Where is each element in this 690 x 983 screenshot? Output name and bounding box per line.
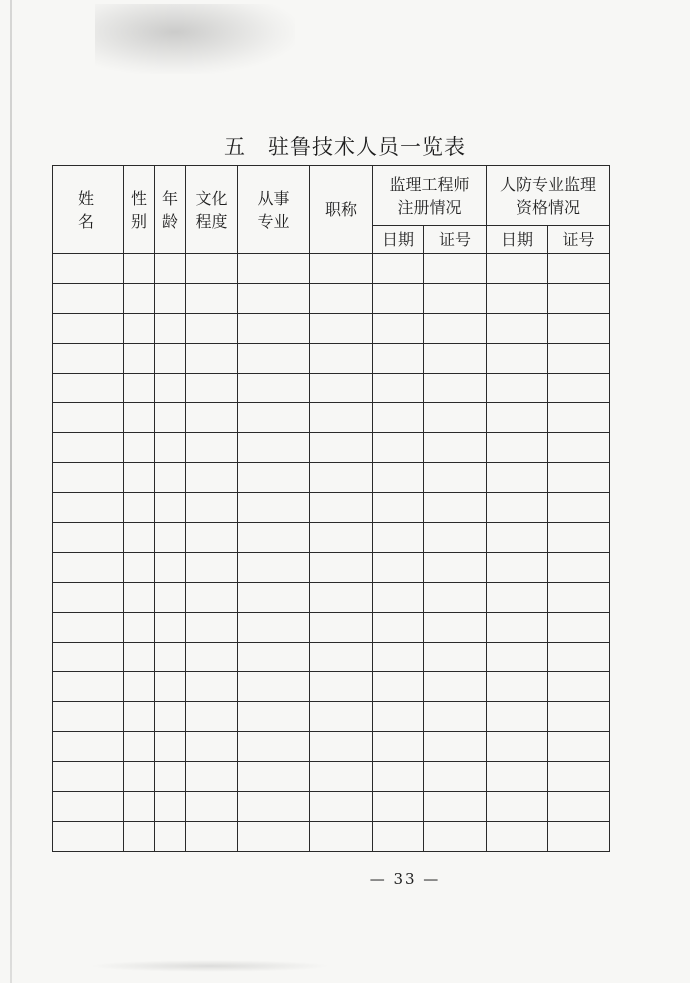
header-engineer-date: 日期 (373, 226, 424, 254)
table-cell (186, 433, 238, 463)
table-cell (186, 523, 238, 553)
header-title: 职称 (310, 166, 373, 254)
table-cell (155, 642, 186, 672)
table-cell (53, 283, 124, 313)
table-cell (373, 463, 424, 493)
table-cell (310, 283, 373, 313)
table-cell (155, 672, 186, 702)
table-cell (373, 702, 424, 732)
table-cell (124, 403, 155, 433)
table-cell (310, 762, 373, 792)
table-cell (310, 821, 373, 851)
table-cell (373, 403, 424, 433)
table-cell (124, 642, 155, 672)
table-cell (124, 373, 155, 403)
table-cell (310, 612, 373, 642)
table-cell (155, 821, 186, 851)
table-cell (487, 254, 548, 284)
header-civil-defense-qualification: 人防专业监理 资格情况 (487, 166, 610, 226)
table-cell (124, 582, 155, 612)
table-cell (238, 582, 310, 612)
table-cell (487, 373, 548, 403)
table-cell (124, 463, 155, 493)
table-cell (310, 313, 373, 343)
table-cell (487, 821, 548, 851)
table-cell (238, 463, 310, 493)
table-cell (53, 343, 124, 373)
table-cell (238, 702, 310, 732)
table-cell (124, 821, 155, 851)
table-cell (424, 523, 487, 553)
table-cell (424, 403, 487, 433)
header-name: 姓 名 (53, 166, 124, 254)
table-row (53, 821, 610, 851)
scan-smudge (95, 4, 295, 74)
table-cell (487, 642, 548, 672)
table-cell (155, 523, 186, 553)
header-civil-date: 日期 (487, 226, 548, 254)
table-cell (238, 433, 310, 463)
table-row (53, 582, 610, 612)
table-cell (310, 732, 373, 762)
table-cell (373, 732, 424, 762)
table-cell (548, 732, 610, 762)
table-row (53, 433, 610, 463)
table-cell (310, 373, 373, 403)
table-cell (424, 343, 487, 373)
table-cell (238, 642, 310, 672)
table-cell (373, 313, 424, 343)
table-cell (186, 672, 238, 702)
table-cell (373, 672, 424, 702)
table-cell (186, 582, 238, 612)
table-cell (53, 732, 124, 762)
table-row (53, 523, 610, 553)
table-cell (155, 433, 186, 463)
table-cell (124, 283, 155, 313)
table-cell (124, 433, 155, 463)
table-cell (424, 283, 487, 313)
table-cell (373, 642, 424, 672)
table-cell (310, 582, 373, 612)
table-cell (487, 552, 548, 582)
table-cell (124, 493, 155, 523)
table-row (53, 343, 610, 373)
table-cell (124, 552, 155, 582)
table-cell (373, 523, 424, 553)
table-cell (186, 762, 238, 792)
table-cell (487, 433, 548, 463)
table-cell (548, 762, 610, 792)
table-cell (186, 283, 238, 313)
table-cell (424, 702, 487, 732)
table-cell (487, 762, 548, 792)
table-cell (548, 552, 610, 582)
table-cell (424, 612, 487, 642)
table-row (53, 672, 610, 702)
table-cell (373, 493, 424, 523)
table-cell (548, 642, 610, 672)
table-cell (238, 732, 310, 762)
table-cell (238, 403, 310, 433)
table-cell (186, 702, 238, 732)
header-education: 文化 程度 (186, 166, 238, 254)
table-cell (53, 403, 124, 433)
table-cell (310, 343, 373, 373)
table-cell (310, 254, 373, 284)
table-cell (238, 254, 310, 284)
header-engineer-cert-no: 证号 (424, 226, 487, 254)
page-number: — 33 — (369, 870, 441, 888)
table-cell (548, 582, 610, 612)
table-cell (155, 493, 186, 523)
table-cell (53, 821, 124, 851)
table-row (53, 403, 610, 433)
table-cell (53, 702, 124, 732)
table-cell (548, 493, 610, 523)
table-cell (424, 792, 487, 822)
table-cell (186, 343, 238, 373)
table-cell (373, 254, 424, 284)
table-cell (155, 463, 186, 493)
table-cell (124, 254, 155, 284)
table-cell (53, 373, 124, 403)
table-cell (310, 672, 373, 702)
table-cell (487, 792, 548, 822)
table-cell (186, 612, 238, 642)
table-cell (53, 552, 124, 582)
table-cell (373, 373, 424, 403)
header-gender: 性 别 (124, 166, 155, 254)
table-cell (424, 821, 487, 851)
table-cell (53, 523, 124, 553)
table-cell (548, 313, 610, 343)
table-cell (310, 493, 373, 523)
section-title: 驻鲁技术人员一览表 (268, 135, 466, 159)
table-cell (548, 821, 610, 851)
table-cell (373, 582, 424, 612)
table-cell (548, 612, 610, 642)
table-cell (487, 732, 548, 762)
table-cell (53, 493, 124, 523)
table-cell (238, 612, 310, 642)
table-cell (548, 463, 610, 493)
table-cell (424, 493, 487, 523)
table-cell (487, 672, 548, 702)
table-cell (155, 582, 186, 612)
table-cell (310, 702, 373, 732)
table-cell (310, 523, 373, 553)
table-cell (186, 552, 238, 582)
table-cell (373, 612, 424, 642)
table-cell (487, 403, 548, 433)
table-cell (155, 552, 186, 582)
table-cell (155, 254, 186, 284)
table-row (53, 552, 610, 582)
table-cell (424, 313, 487, 343)
table-cell (424, 582, 487, 612)
table-cell (548, 702, 610, 732)
table-cell (186, 254, 238, 284)
table-cell (238, 762, 310, 792)
table-cell (155, 732, 186, 762)
table-row (53, 463, 610, 493)
table-cell (186, 463, 238, 493)
table-cell (548, 283, 610, 313)
table-cell (548, 672, 610, 702)
table-cell (310, 403, 373, 433)
table-cell (373, 792, 424, 822)
table-cell (124, 612, 155, 642)
table-cell (424, 433, 487, 463)
table-cell (124, 702, 155, 732)
header-age: 年 龄 (155, 166, 186, 254)
table-cell (238, 343, 310, 373)
table-cell (155, 283, 186, 313)
table-cell (53, 642, 124, 672)
table-cell (53, 433, 124, 463)
table-cell (373, 283, 424, 313)
table-row (53, 792, 610, 822)
table-row (53, 702, 610, 732)
table-cell (310, 642, 373, 672)
table-row (53, 313, 610, 343)
table-cell (53, 582, 124, 612)
table-cell (238, 373, 310, 403)
table-cell (424, 463, 487, 493)
personnel-table (52, 165, 610, 852)
table-cell (487, 313, 548, 343)
header-specialty: 从事 专业 (238, 166, 310, 254)
scan-smudge-bottom (90, 960, 330, 972)
table-cell (373, 821, 424, 851)
table-row (53, 612, 610, 642)
table-cell (124, 343, 155, 373)
table-cell (424, 254, 487, 284)
table-row (53, 283, 610, 313)
table-cell (186, 373, 238, 403)
table-cell (53, 792, 124, 822)
table-cell (186, 792, 238, 822)
table-row (53, 373, 610, 403)
table-cell (424, 732, 487, 762)
table-cell (186, 821, 238, 851)
table-cell (487, 612, 548, 642)
table-cell (487, 493, 548, 523)
table-cell (373, 762, 424, 792)
table-cell (548, 403, 610, 433)
table-cell (124, 762, 155, 792)
table-cell (548, 343, 610, 373)
table-cell (424, 762, 487, 792)
table-cell (238, 552, 310, 582)
page-title (0, 131, 690, 161)
table-cell (424, 373, 487, 403)
table-cell (424, 642, 487, 672)
table-cell (155, 702, 186, 732)
table-cell (186, 403, 238, 433)
table-cell (238, 672, 310, 702)
header-engineer-registration: 监理工程师 注册情况 (373, 166, 487, 226)
table-row (53, 762, 610, 792)
table-cell (310, 463, 373, 493)
table-row (53, 642, 610, 672)
table-cell (155, 762, 186, 792)
table-cell (155, 313, 186, 343)
table-cell (53, 672, 124, 702)
table-row (53, 493, 610, 523)
table-cell (310, 552, 373, 582)
table-cell (373, 343, 424, 373)
table-cell (155, 373, 186, 403)
header-civil-cert-no: 证号 (548, 226, 610, 254)
table-cell (238, 821, 310, 851)
table-cell (53, 313, 124, 343)
table-cell (487, 582, 548, 612)
table-cell (124, 792, 155, 822)
table-cell (186, 732, 238, 762)
table-cell (155, 403, 186, 433)
table-cell (155, 343, 186, 373)
section-number: 五 (224, 135, 246, 159)
table-cell (238, 792, 310, 822)
table-cell (487, 523, 548, 553)
table-cell (487, 463, 548, 493)
table-cell (487, 343, 548, 373)
table-cell (186, 642, 238, 672)
table-cell (548, 373, 610, 403)
table-cell (186, 313, 238, 343)
table-cell (238, 493, 310, 523)
table-cell (124, 672, 155, 702)
table-cell (373, 433, 424, 463)
table-cell (424, 552, 487, 582)
table-cell (124, 732, 155, 762)
table-cell (548, 433, 610, 463)
table-cell (548, 792, 610, 822)
table-cell (155, 612, 186, 642)
table-cell (53, 612, 124, 642)
table-cell (186, 493, 238, 523)
table-row (53, 254, 610, 284)
table-cell (155, 792, 186, 822)
table-cell (373, 552, 424, 582)
table-cell (124, 523, 155, 553)
table-cell (424, 672, 487, 702)
table-cell (53, 762, 124, 792)
table-cell (53, 254, 124, 284)
table-cell (310, 433, 373, 463)
table-cell (238, 283, 310, 313)
table-cell (238, 313, 310, 343)
table-cell (548, 523, 610, 553)
table-cell (487, 702, 548, 732)
table-cell (124, 313, 155, 343)
table-cell (310, 792, 373, 822)
table-row (53, 732, 610, 762)
table-cell (53, 463, 124, 493)
table-cell (238, 523, 310, 553)
table-cell (487, 283, 548, 313)
table-cell (548, 254, 610, 284)
